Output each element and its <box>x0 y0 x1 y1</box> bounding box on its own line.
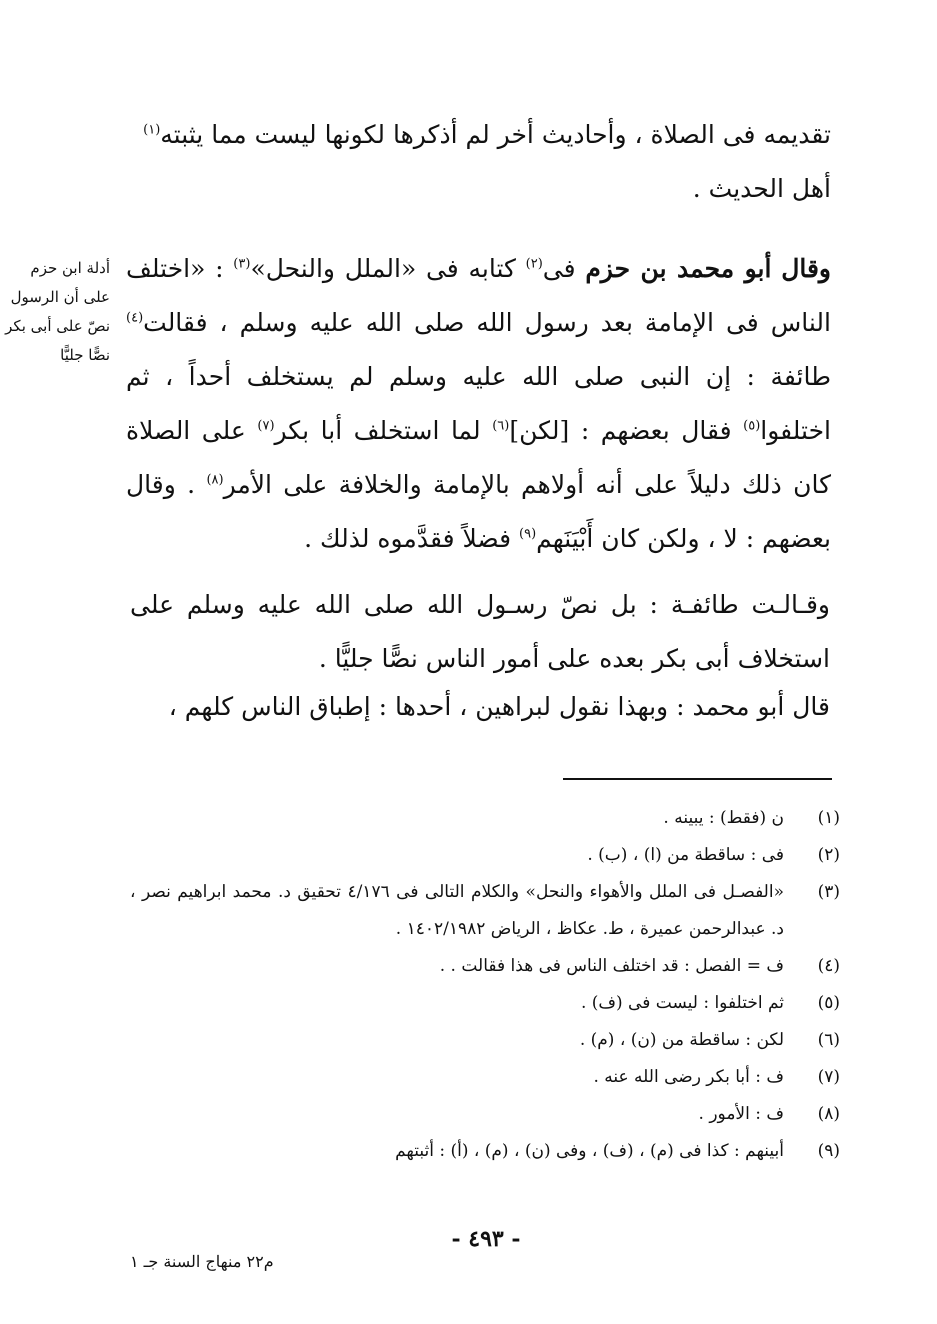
footnote-text: «الفصـل فى الملل والأهواء والنحل» والكلام التالى فى ٤/١٧٦ تحقيق د. محمد ابراهيم نصر ، د. عبدالرحمن عميرة ، ط. عكاظ ، الرياض ١٤٠٢/١٩٨٢ . <box>130 882 784 939</box>
paragraph-2 <box>126 242 831 566</box>
paragraph-4-text: قال أبو محمد : وبهذا نقول لبراهين ، أحدها : إطباق الناس كلهم ، <box>168 692 830 721</box>
footnote-number: (٦) <box>817 1030 840 1050</box>
paragraph-3-text: وقـالـت طائفـة : بل نصّ رسـول الله صلى الله عليه وسلم على استخلاف أبى بكر بعده على أمور الناس نصًّا جليًّا . <box>130 590 830 673</box>
footnote-number: (٧) <box>817 1067 840 1087</box>
footnote-ref-3: (٣) <box>233 256 251 272</box>
footnote <box>130 948 840 985</box>
paragraph-2-f: لما استخلف أبا بكر <box>274 416 481 445</box>
footnote-number: (٣) <box>817 882 840 902</box>
footnotes <box>130 800 840 1170</box>
footnote-ref-5: (٥) <box>743 418 761 434</box>
paragraph-2-h: . وقال بعضهم : لا ، ولكن كان أَبْيَنَهم <box>126 470 831 553</box>
footnote-number: (٤) <box>817 956 840 976</box>
paragraph-1-text: تقديمه فى الصلاة ، وأحاديث أخر لم أذكرها لكونها ليست مما يثبته <box>160 120 831 149</box>
footnote-ref-6: (٦) <box>492 418 510 434</box>
footnote <box>130 1022 840 1059</box>
paragraph-3 <box>130 578 830 686</box>
footnote-ref-4: (٤) <box>126 310 144 326</box>
footnote <box>130 1059 840 1096</box>
footnote-text: ن (فقط) : يبينه . <box>663 808 784 828</box>
paragraph-2-c: : «اختلف الناس فى الإمامة بعد رسول الله صلى الله عليه وسلم ، فقالت <box>126 254 831 337</box>
paragraph-1-end: أهل الحديث . <box>692 174 831 203</box>
footnote-ref-8: (٨) <box>206 472 224 488</box>
signature-mark: م٢٢ منهاج السنة جـ ١ <box>130 1252 274 1271</box>
paragraph-2-e: فقال بعضهم : [لكن] <box>509 416 732 445</box>
footnote-ref-1: (١) <box>143 122 161 138</box>
footnote-text: فى : ساقطة من (ا) ، (ب) . <box>587 845 784 865</box>
footnote-divider <box>563 778 832 780</box>
paragraph-4 <box>130 680 830 734</box>
footnote-number: (٨) <box>817 1104 840 1124</box>
paragraph-2-i: فضلاً فقدَّموه لذلك . <box>304 524 512 553</box>
footnote <box>130 800 840 837</box>
footnote <box>130 837 840 874</box>
footnote <box>130 874 840 948</box>
paragraph-2-prefix: وقال <box>781 254 831 283</box>
paragraph-2-a: فى <box>542 254 576 283</box>
footnote-number: (٥) <box>817 993 840 1013</box>
footnote-text: ف : أبا بكر رضى الله عنه . <box>593 1067 784 1087</box>
paragraph-1 <box>126 108 831 216</box>
margin-note: أدلة ابن حزم على أن الرسول نصّ على أبى بكر نصًّا جليًّا <box>5 259 110 364</box>
footnote-number: (٩) <box>817 1141 840 1161</box>
footnote-text: ف : الأمور . <box>698 1104 784 1124</box>
footnote-number: (٢) <box>817 845 840 865</box>
footnote-text: ثم اختلفوا : ليست فى (ف) . <box>580 993 784 1013</box>
footnote <box>130 1133 840 1170</box>
footnote-text: لكن : ساقطة من (ن) ، (م) . <box>579 1030 784 1050</box>
footnote-text: أبينهم : كذا فى (م) ، (ف) ، وفى (ن) ، (م) ، (أ) : أثبتهم <box>395 1141 784 1161</box>
footnote-number: (١) <box>817 808 840 828</box>
paragraph-2-d: طائفة : إن النبى صلى الله عليه وسلم لم يستخلف أحداً ، ثم اختلفوا <box>126 362 831 445</box>
footnote-ref-9: (٩) <box>519 526 537 542</box>
footnote-ref-2: (٢) <box>525 256 543 272</box>
paragraph-2-g: على الصلاة كان ذلك دليلاً على أنه أولاهم بالإمامة والخلافة على الأمر <box>126 416 832 499</box>
footnote-ref-7: (٧) <box>257 418 275 434</box>
page-number: - ٤٩٣ - <box>451 1226 521 1252</box>
footnote <box>130 985 840 1022</box>
footnote-text: ف = الفصل : قد اختلف الناس فى هذا فقالت . . <box>439 956 784 976</box>
footnote <box>130 1096 840 1133</box>
paragraph-2-b: كتابه فى «الملل والنحل» <box>250 254 516 283</box>
author-name: أبو محمد بن حزم <box>585 254 772 283</box>
